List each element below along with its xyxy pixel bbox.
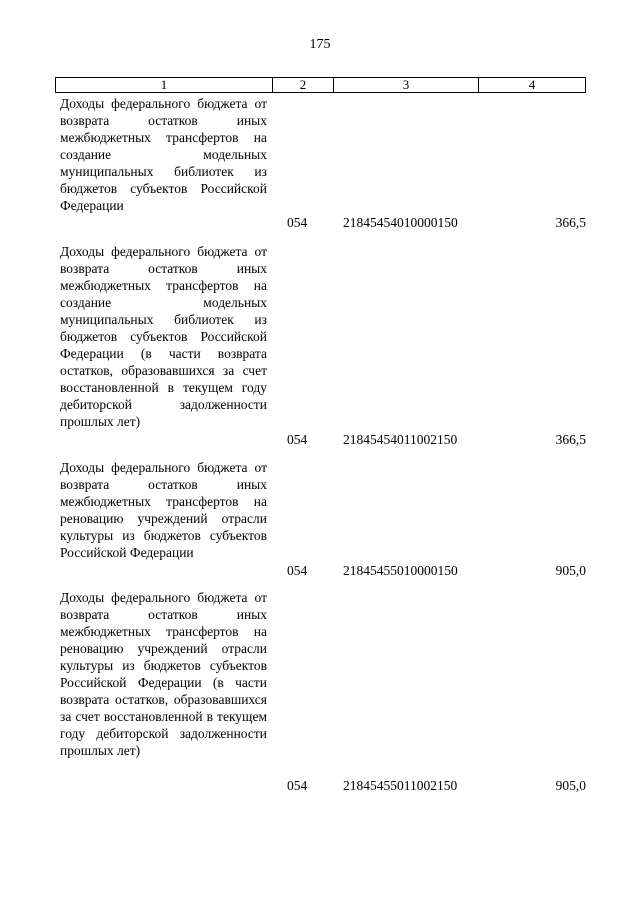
row-code: 054: [287, 778, 308, 793]
row-amount: 905,0: [555, 778, 586, 793]
table-row: [55, 243, 586, 453]
row-code: 054: [287, 215, 308, 230]
header-col-2: 2: [273, 78, 334, 92]
table-header: [55, 77, 586, 93]
page-number: 175: [309, 37, 331, 52]
row-code: 054: [287, 563, 308, 578]
header-col-1: 1: [56, 78, 273, 92]
row-amount: 366,5: [555, 215, 586, 230]
row-amount: 366,5: [555, 432, 586, 447]
table-row: [55, 589, 586, 804]
row-kbk: 21845455011002150: [343, 778, 458, 793]
table-row: [55, 459, 586, 584]
table-row: [55, 95, 586, 235]
row-code: 054: [287, 432, 308, 447]
row-description: Доходы федерального бюджета от возврата остатков иных межбюджетных трансфертов на создание модельных муниципальных библиотек из бюджетов субъектов Российской Федерации (в части возврата остатков, образовавшихся за счет восстановленной в текущем году дебиторской задолженности прошлых лет): [60, 244, 267, 429]
row-kbk: 21845454010000150: [343, 215, 458, 230]
row-description: Доходы федерального бюджета от возврата остатков иных межбюджетных трансфертов на создание модельных муниципальных библиотек из бюджетов субъектов Российской Федерации: [60, 96, 267, 213]
header-col-3: 3: [334, 78, 479, 92]
row-description: Доходы федерального бюджета от возврата остатков иных межбюджетных трансфертов на реновацию учреждений отрасли культуры из бюджетов субъектов Российской Федерации: [60, 460, 267, 560]
row-kbk: 21845454011002150: [343, 432, 458, 447]
row-kbk: 21845455010000150: [343, 563, 458, 578]
header-col-4: 4: [528, 77, 536, 92]
row-description: Доходы федерального бюджета от возврата остатков иных межбюджетных трансфертов на реновацию учреждений отрасли культуры из бюджетов субъектов Российской Федерации (в части возврата остатков, образовавшихся за счет восстановленной в текущем году дебиторской задолженности прошлых лет): [60, 590, 267, 758]
row-amount: 905,0: [555, 563, 586, 578]
